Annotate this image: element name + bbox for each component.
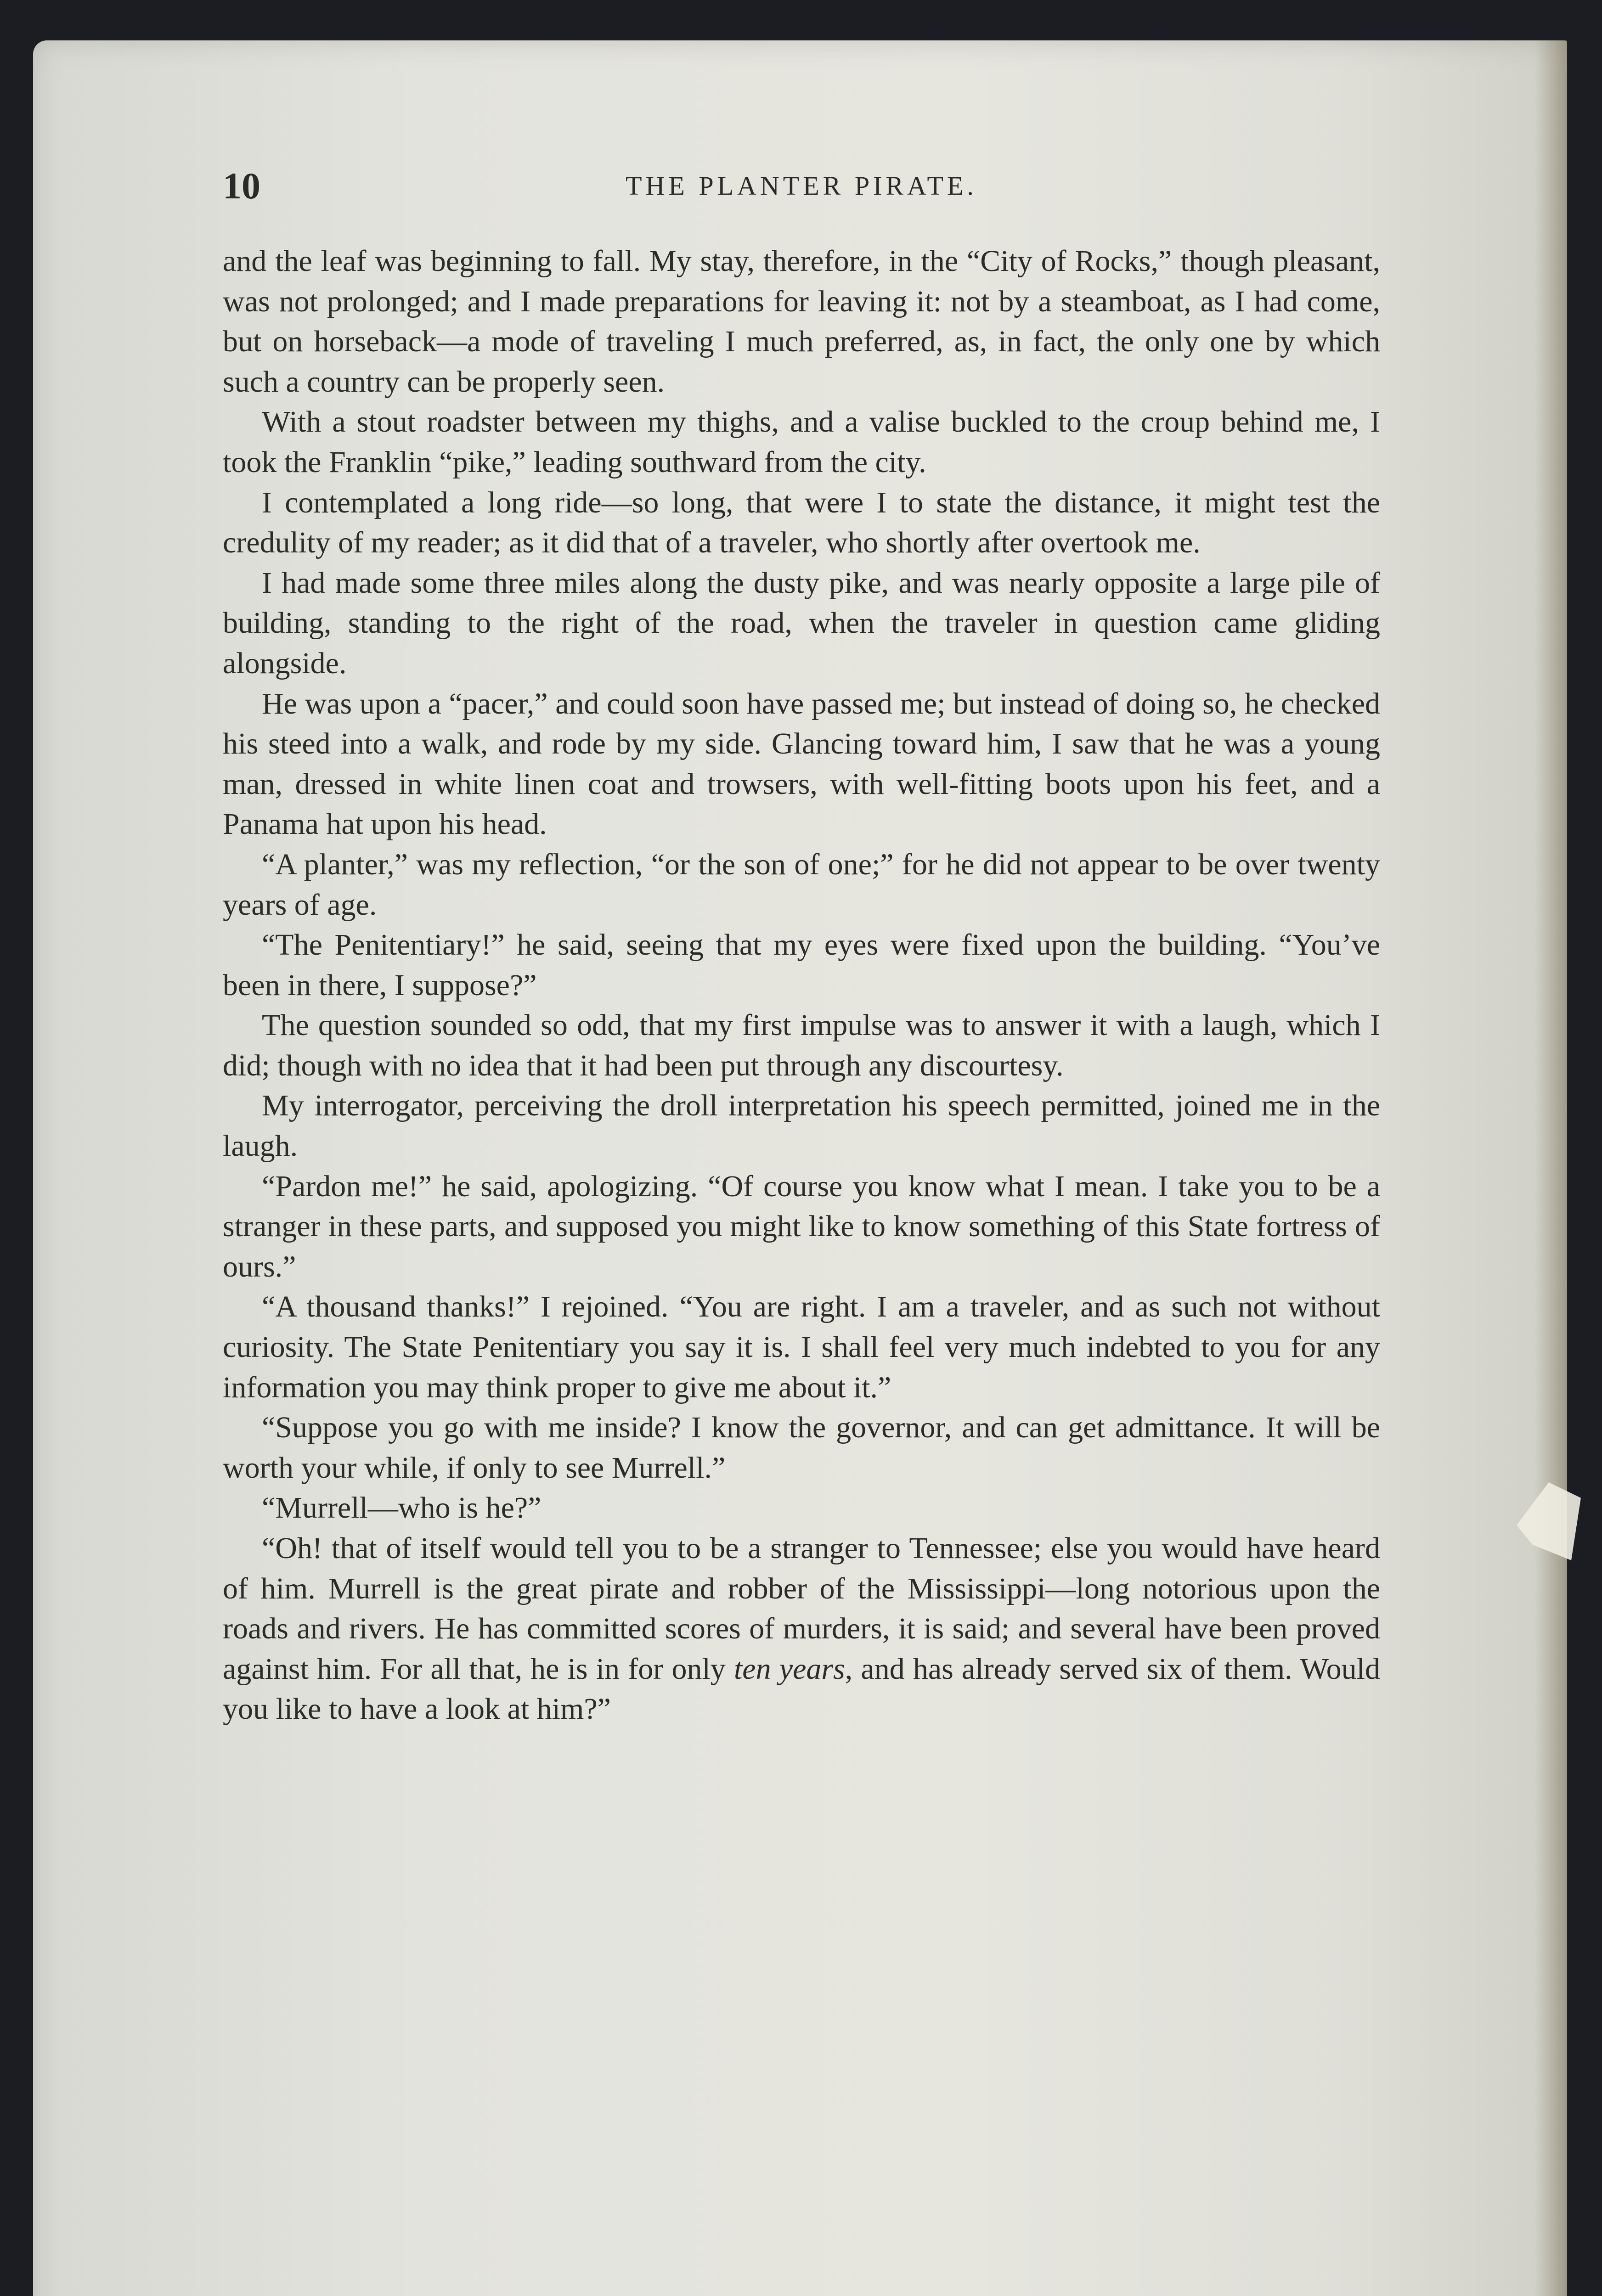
paragraph: I had made some three miles along the dusty pike, and was nearly opposite a large pile of building, standing to the right of the road, when the traveler in question came gliding alongside. — [223, 566, 1380, 680]
paragraph: He was upon a “pacer,” and could soon have passed me; but instead of doing so, he checked his steed into a walk, and rode by my side. Glancing toward him, I saw that he was a young man, dressed in white linen coat and trowsers, with well-fitting boots upon his feet, and a Panama hat upon his head. — [223, 687, 1380, 841]
body-text — [223, 241, 1380, 1729]
emphasis: ten years — [733, 1652, 845, 1686]
paragraph: “A planter,” was my reflection, “or the son of one;” for he did not appear to be over twenty years of age. — [223, 847, 1380, 922]
paragraph: My interrogator, perceiving the droll interpretation his speech permitted, joined me in the laugh. — [223, 1089, 1380, 1163]
book-spine-shadow — [1535, 40, 1567, 2296]
page-number: 10 — [223, 165, 260, 207]
paragraph: I contemplated a long ride—so long, that were I to state the distance, it might test the credulity of my reader; as it did that of a traveler, who shortly after overtook me. — [223, 485, 1380, 560]
paragraph: and the leaf was beginning to fall. My stay, therefore, in the “City of Rocks,” though pleasant, was not prolonged; and I made preparations for leaving it: not by a steamboat, as I had come, but on horseback—a mode of traveling I much preferred, as, in fact, the only one by which such a country can be properly seen. — [223, 244, 1380, 399]
paragraph: The question sounded so odd, that my first impulse was to answer it with a laugh, which I did; though with no idea that it had been put through any discourtesy. — [223, 1008, 1380, 1082]
paragraph: “Murrell—who is he?” — [262, 1491, 542, 1525]
paragraph: With a stout roadster between my thighs, and a valise buckled to the croup behind me, I took the Franklin “pike,” leading southward from the city. — [223, 405, 1380, 479]
running-head: THE PLANTER PIRATE. — [626, 171, 977, 201]
paragraph: “Oh! that of itself would tell you to be a stranger to Tennessee; else you would have heard of him. Murrell is the great pirate and robber of the Mississippi—long notorious upon the roads and rivers. He has committed scores of murders, it is said; and several have been proved against him. For all that, he is in for only ten years, and has already served six of them. Would you like to have a look at him?” — [223, 1531, 1380, 1726]
page-header — [223, 161, 1380, 211]
paragraph: “Pardon me!” he said, apologizing. “Of course you know what I mean. I take you to be a stranger in these parts, and supposed you might like to know something of this State fortress of ours.” — [223, 1169, 1380, 1283]
paragraph: “A thousand thanks!” I rejoined. “You are right. I am a traveler, and as such not without curiosity. The State Penitentiary you say it is. I shall feel very much indebted to you for any information you may think proper to give me about it.” — [223, 1290, 1380, 1404]
page-tear — [1517, 1482, 1581, 1560]
paragraph: “Suppose you go with me inside? I know the governor, and can get admittance. It will be worth your while, if only to see Murrell.” — [223, 1411, 1380, 1485]
paragraph: “The Penitentiary!” he said, seeing that my eyes were fixed upon the building. “You’ve been in there, I suppose?” — [223, 928, 1380, 1002]
